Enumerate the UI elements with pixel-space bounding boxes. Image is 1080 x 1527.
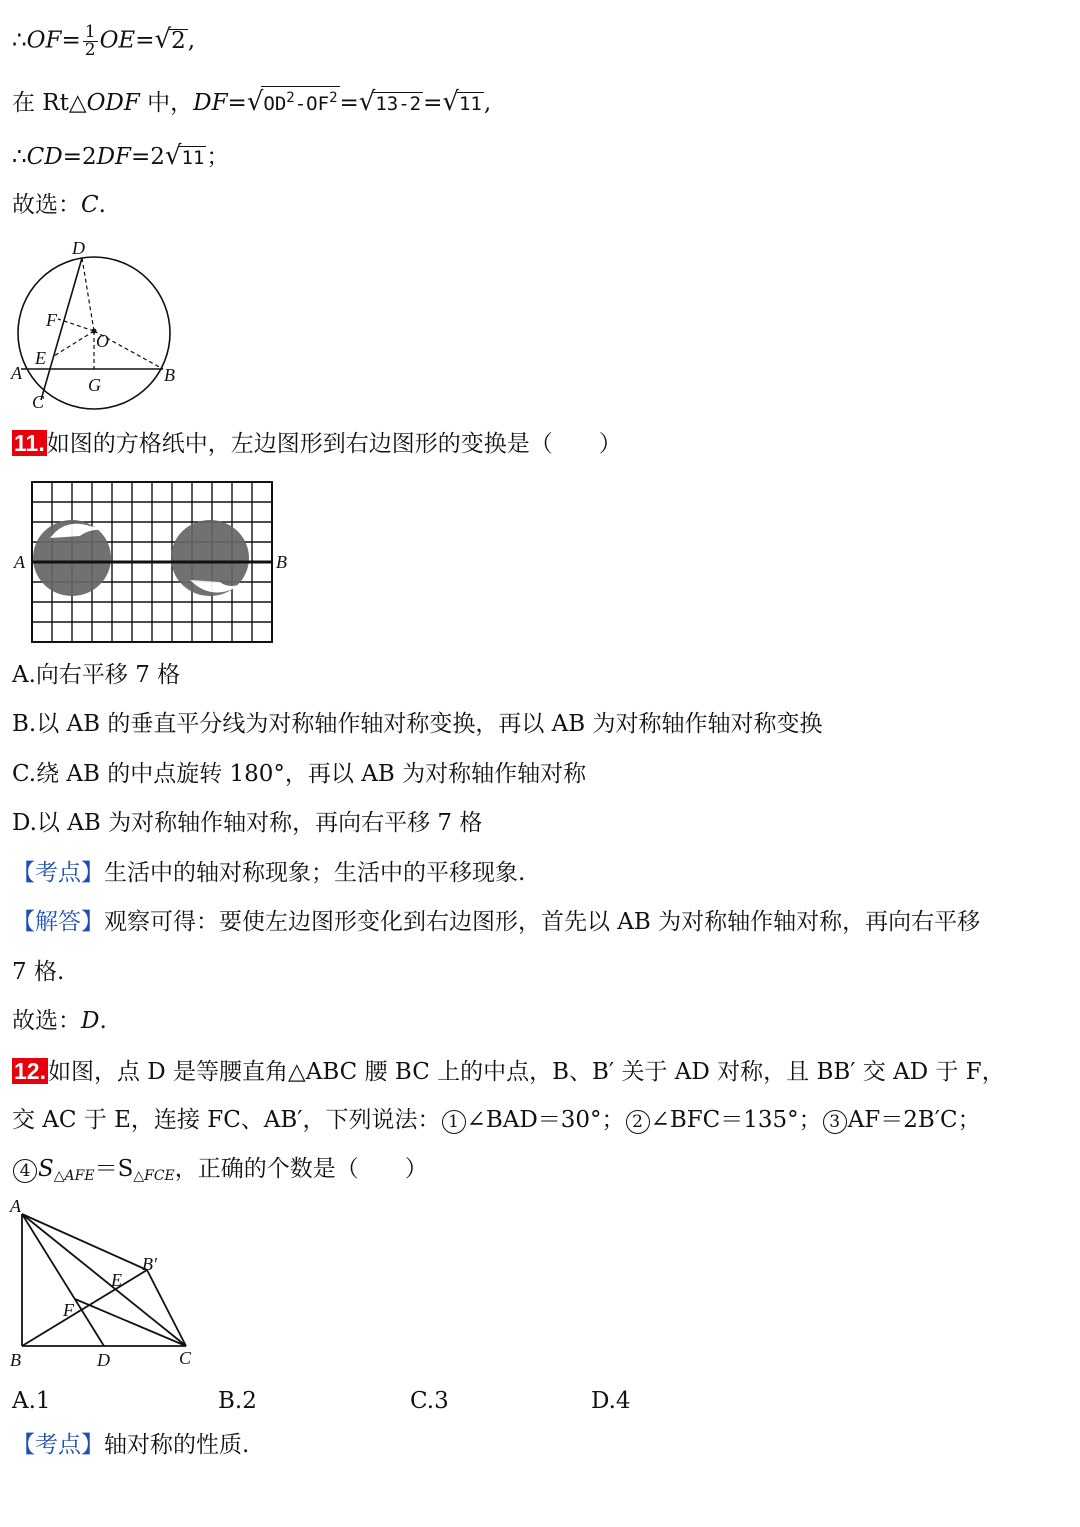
step-of: ∴OF= $\frac{1}{2}$ OE=√2,: [12, 22, 196, 60]
q11-number: 11.: [14, 430, 45, 456]
q11-option-b[interactable]: B.以 AB 的垂直平分线为对称轴作轴对称变换，再以 AB 为对称轴作轴对称变换: [12, 711, 823, 737]
q12-stem-3: 4 $S_{\triangle AFE}=S_{\triangle FCE}$，正确的个数是（ ）: [12, 1154, 428, 1191]
grid-figure: [10, 478, 290, 646]
q11-jieda: 【解答】观察可得：要使左边图形变化到右边图形，首先以 AB 为对称轴作轴对称，再向右平移: [12, 909, 981, 935]
label-e: E: [111, 1270, 122, 1290]
q12-option-a[interactable]: A.1: [12, 1388, 51, 1414]
q11-option-d[interactable]: D.以 AB 为对称轴作轴对称，再向右平移 7 格: [12, 810, 483, 836]
label-o: O: [96, 331, 109, 351]
q12-kaodian: 【考点】轴对称的性质.: [12, 1432, 250, 1458]
q11-stem: 11.如图的方格纸中，左边图形到右边图形的变换是（ ）: [14, 430, 622, 457]
q11-jieda-cont: 7 格.: [12, 959, 65, 985]
label-d: D: [72, 238, 85, 258]
q12-option-d[interactable]: D.4: [591, 1388, 631, 1414]
q12-option-b[interactable]: B.2: [218, 1388, 257, 1414]
answer-10: 故选：C.: [12, 192, 106, 218]
label-f: F: [63, 1300, 74, 1320]
fraction: $\frac{1}{2}$: [84, 22, 96, 60]
label-e: E: [35, 348, 46, 368]
q11-option-c[interactable]: C.绕 AB 的中点旋转 180°，再以 AB 为对称轴作轴对称: [12, 761, 587, 787]
label-a: A: [14, 552, 25, 572]
q12-stem: 12.如图，点 D 是等腰直角△ABC 腰 BC 上的中点，B、B′ 关于 AD 对称，且 BB′ 交 AD 于 F，: [14, 1058, 1005, 1085]
triangle-figure: [6, 1198, 206, 1370]
step-cd: ∴CD=2DF=2√11；: [12, 141, 230, 171]
label-g: G: [88, 375, 101, 395]
step-df: 在 Rt△ODF 中，$DF=√OD^2-OF^2=√13-2=√11$,: [12, 87, 492, 117]
label-c: C: [179, 1348, 192, 1368]
q12-number: 12.: [14, 1058, 46, 1084]
q12-option-c[interactable]: C.3: [410, 1388, 449, 1414]
q11-option-a[interactable]: A.向右平移 7 格: [12, 662, 181, 688]
label-a: A: [11, 363, 22, 383]
label-b: B: [164, 365, 175, 385]
label-f: F: [46, 310, 57, 330]
label-d: D: [97, 1350, 110, 1370]
answer-11: 故选：D.: [12, 1008, 107, 1034]
label-c: C: [32, 392, 45, 412]
q11-kaodian: 【考点】生活中的轴对称现象；生活中的平移现象.: [12, 860, 526, 886]
label-b-prime: B′: [142, 1254, 157, 1274]
label-a: A: [10, 1198, 21, 1216]
circle-figure: [8, 236, 188, 416]
label-b: B: [276, 552, 287, 572]
label-b: B: [10, 1350, 21, 1370]
q12-stem-2: 交 AC 于 E，连接 FC、AB′，下列说法： 1 ∠BAD＝30°； 2 ∠BFC＝135°； 3 AF＝2B′C；: [12, 1107, 981, 1133]
